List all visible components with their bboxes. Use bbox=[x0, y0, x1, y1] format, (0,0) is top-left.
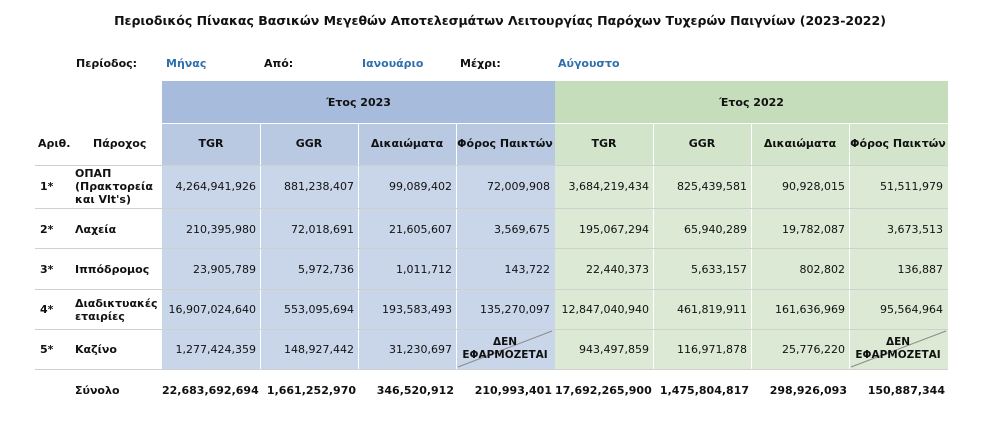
row-divider bbox=[35, 248, 948, 249]
period-label: Περίοδος: bbox=[76, 57, 138, 70]
table-cell: 802,802 bbox=[799, 263, 845, 276]
period-value[interactable]: Μήνας bbox=[166, 57, 207, 70]
col-divider bbox=[358, 123, 359, 369]
col-header-player-tax: Φόρος Παικτών bbox=[850, 137, 946, 150]
table-cell: 65,940,289 bbox=[684, 223, 747, 236]
table-cell: 210,395,980 bbox=[186, 223, 256, 236]
total-cell: 150,887,344 bbox=[867, 384, 945, 397]
year-b-header: Έτος 2022 bbox=[719, 96, 784, 109]
table-cell: 4,264,941,926 bbox=[175, 180, 256, 193]
to-label: Μέχρι: bbox=[460, 57, 501, 70]
table-cell: 3,673,513 bbox=[887, 223, 943, 236]
table-cell: 95,564,964 bbox=[880, 303, 943, 316]
not-applicable-label: ΔΕΝ ΕΦΑΡΜΟΖΕΤΑΙ bbox=[855, 336, 941, 361]
provider-name: Καζίνο bbox=[75, 343, 117, 356]
table-cell: 5,972,736 bbox=[298, 263, 354, 276]
row-number: 5* bbox=[40, 343, 54, 356]
col-header-tgr: TGR bbox=[198, 137, 224, 150]
table-cell: 22,440,373 bbox=[586, 263, 649, 276]
provider-name: Λαχεία bbox=[75, 223, 117, 236]
total-cell: 17,692,265,900 bbox=[555, 384, 652, 397]
from-label: Από: bbox=[264, 57, 294, 70]
table-cell: 116,971,878 bbox=[677, 343, 747, 356]
provider-name: Διαδικτυακές εταιρίες bbox=[75, 297, 158, 323]
col-header-player-tax: Φόρος Παικτών bbox=[457, 137, 553, 150]
table-cell: 136,887 bbox=[897, 263, 943, 276]
total-label: Σύνολο bbox=[75, 384, 120, 397]
col-divider bbox=[751, 123, 752, 369]
table-cell: 25,776,220 bbox=[782, 343, 845, 356]
from-value[interactable]: Ιανουάριο bbox=[362, 57, 424, 70]
total-cell: 22,683,692,694 bbox=[162, 384, 259, 397]
col-header-provider: Πάροχος bbox=[93, 137, 147, 150]
row-divider bbox=[35, 165, 948, 166]
table-cell: 553,095,694 bbox=[284, 303, 354, 316]
row-divider bbox=[162, 123, 948, 124]
table-cell: 72,009,908 bbox=[487, 180, 550, 193]
not-applicable-label: ΔΕΝ ΕΦΑΡΜΟΖΕΤΑΙ bbox=[462, 336, 548, 361]
table-cell: 825,439,581 bbox=[677, 180, 747, 193]
table-cell: 143,722 bbox=[504, 263, 550, 276]
row-number: 3* bbox=[40, 263, 54, 276]
table-cell: 3,684,219,434 bbox=[568, 180, 649, 193]
provider-name: ΟΠΑΠ (Πρακτορεία και Vlt's) bbox=[75, 167, 153, 206]
table-cell: 1,011,712 bbox=[396, 263, 452, 276]
col-header-tgr: TGR bbox=[591, 137, 617, 150]
col-header-ggr: GGR bbox=[295, 137, 323, 150]
col-divider bbox=[260, 123, 261, 369]
row-number: 4* bbox=[40, 303, 54, 316]
col-header-rights: Δικαιώματα bbox=[763, 137, 837, 150]
row-divider bbox=[35, 289, 948, 290]
table-cell: 135,270,097 bbox=[480, 303, 550, 316]
table-cell: 3,569,675 bbox=[494, 223, 550, 236]
page-title: Περιοδικός Πίνακας Βασικών Μεγεθών Αποτελεσμάτων Λειτουργίας Παρόχων Τυχερών Παιγνίων (2023-2022) bbox=[114, 13, 886, 28]
table-cell: 72,018,691 bbox=[291, 223, 354, 236]
row-divider bbox=[35, 369, 948, 370]
table-cell: 161,636,969 bbox=[775, 303, 845, 316]
row-divider bbox=[35, 208, 948, 209]
provider-name: Ιππόδρομος bbox=[75, 263, 150, 276]
table-cell: 193,583,493 bbox=[382, 303, 452, 316]
table-cell: 90,928,015 bbox=[782, 180, 845, 193]
table-cell: 148,927,442 bbox=[284, 343, 354, 356]
year-a-header: Έτος 2023 bbox=[326, 96, 391, 109]
table-cell: 5,633,157 bbox=[691, 263, 747, 276]
total-cell: 298,926,093 bbox=[769, 384, 847, 397]
to-value[interactable]: Αύγουστο bbox=[558, 57, 620, 70]
table-cell: 51,511,979 bbox=[880, 180, 943, 193]
table-cell: 943,497,859 bbox=[579, 343, 649, 356]
table-cell: 16,907,024,640 bbox=[168, 303, 256, 316]
table-cell: 195,067,294 bbox=[579, 223, 649, 236]
total-cell: 346,520,912 bbox=[376, 384, 454, 397]
table-cell: 1,277,424,359 bbox=[175, 343, 256, 356]
table-cell: 23,905,789 bbox=[193, 263, 256, 276]
total-cell: 210,993,401 bbox=[474, 384, 552, 397]
table-cell: 21,605,607 bbox=[389, 223, 452, 236]
col-divider bbox=[653, 123, 654, 369]
col-header-num: Αριθ. bbox=[38, 137, 71, 150]
total-cell: 1,661,252,970 bbox=[266, 384, 356, 397]
col-header-ggr: GGR bbox=[688, 137, 716, 150]
table-cell: 12,847,040,940 bbox=[561, 303, 649, 316]
row-number: 2* bbox=[40, 223, 54, 236]
col-header-rights: Δικαιώματα bbox=[370, 137, 444, 150]
table-cell: 31,230,697 bbox=[389, 343, 452, 356]
table-cell: 99,089,402 bbox=[389, 180, 452, 193]
table-cell: 881,238,407 bbox=[284, 180, 354, 193]
table-cell: 461,819,911 bbox=[677, 303, 747, 316]
total-cell: 1,475,804,817 bbox=[659, 384, 749, 397]
table-cell: 19,782,087 bbox=[782, 223, 845, 236]
row-number: 1* bbox=[40, 180, 54, 193]
